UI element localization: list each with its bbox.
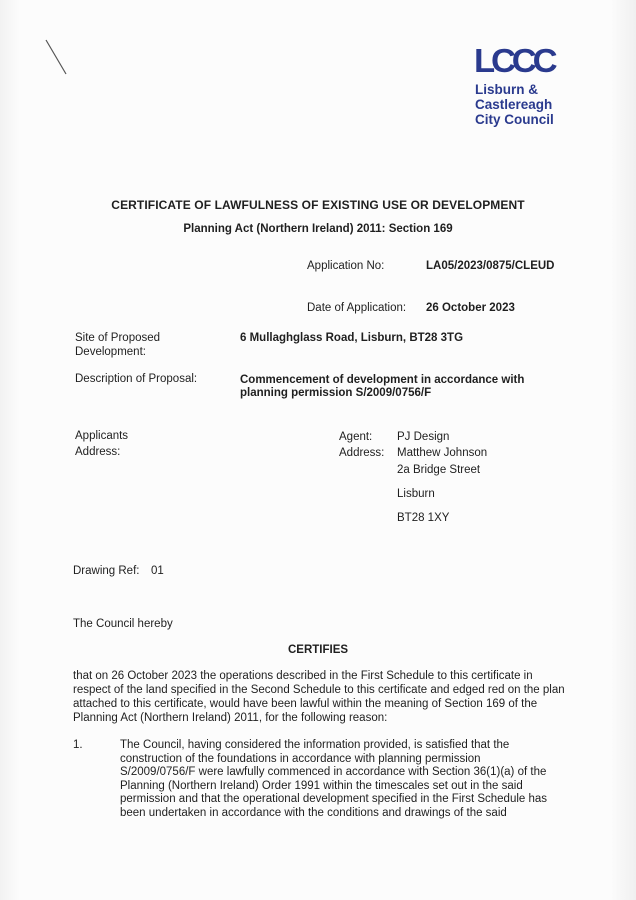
logo-mark: LCCC [474, 42, 554, 79]
application-date: 26 October 2023 [426, 302, 515, 314]
description-line-2: planning permission S/2009/0756/F [240, 387, 432, 399]
agent-address-line-2: 2a Bridge Street [397, 464, 481, 476]
site-address: 6 Mullaghglass Road, Lisburn, BT28 3TG [240, 332, 464, 344]
point-1-number: 1. [73, 739, 83, 751]
agent-address-line-4: BT28 1XY [397, 512, 450, 524]
logo-line-3: City Council [475, 112, 554, 127]
application-no: LA05/2023/0875/CLEUD [426, 260, 555, 272]
date-label: Date of Application: [307, 302, 407, 314]
site-label-2: Development: [75, 346, 146, 358]
site-label-1: Site of Proposed [75, 332, 161, 344]
applicant-address-label: Address: [75, 446, 121, 458]
point-1-text: The Council, having considered the information provided, is satisfied that the construction of the foundations in accordance with planning permission S/2009/0756/F were lawfully commenced in accordance with Section 36(1)(a) of the Planning (Northern Ireland) Order 1991 within the timescales set out in the said permission and that the operational development specified in the First Schedule has been undertaken in accordance with the conditions and drawings of the said [120, 739, 548, 819]
description-line-1: Commencement of development in accordance with [240, 374, 525, 386]
certificate-title: CERTIFICATE OF LAWFULNESS OF EXISTING USE OR DEVELOPMENT [111, 198, 525, 212]
agent-label: Agent: [339, 431, 373, 443]
scan-mark [44, 38, 74, 78]
description-label: Description of Proposal: [75, 373, 198, 385]
application-no-label: Application No: [307, 260, 385, 272]
drawing-ref: 01 [151, 565, 164, 577]
drawing-ref-label: Drawing Ref: [73, 565, 140, 577]
certificate-subtitle: Planning Act (Northern Ireland) 2011: Section 169 [183, 223, 453, 235]
logo-line-1: Lisburn & [475, 82, 538, 97]
agent-address-line-3: Lisburn [397, 488, 435, 500]
council-hereby: The Council hereby [73, 618, 173, 630]
certifies-heading: CERTIFIES [287, 644, 349, 656]
body-paragraph: that on 26 October 2023 the operations described in the First Schedule to this certificate in respect of the land specified in the Second Schedule to this certificate and edged red on the plan attached to this certificate, would have been lawful within the meaning of Section 169 of the Planning Act (Northern Ireland) 2011, for the following reason: [73, 670, 565, 724]
agent-address-line-1: Matthew Johnson [397, 447, 488, 459]
agent-name: PJ Design [397, 431, 450, 443]
agent-address-label: Address: [339, 447, 385, 459]
applicants-label: Applicants [75, 430, 129, 442]
logo-line-2: Castlereagh [475, 97, 553, 112]
